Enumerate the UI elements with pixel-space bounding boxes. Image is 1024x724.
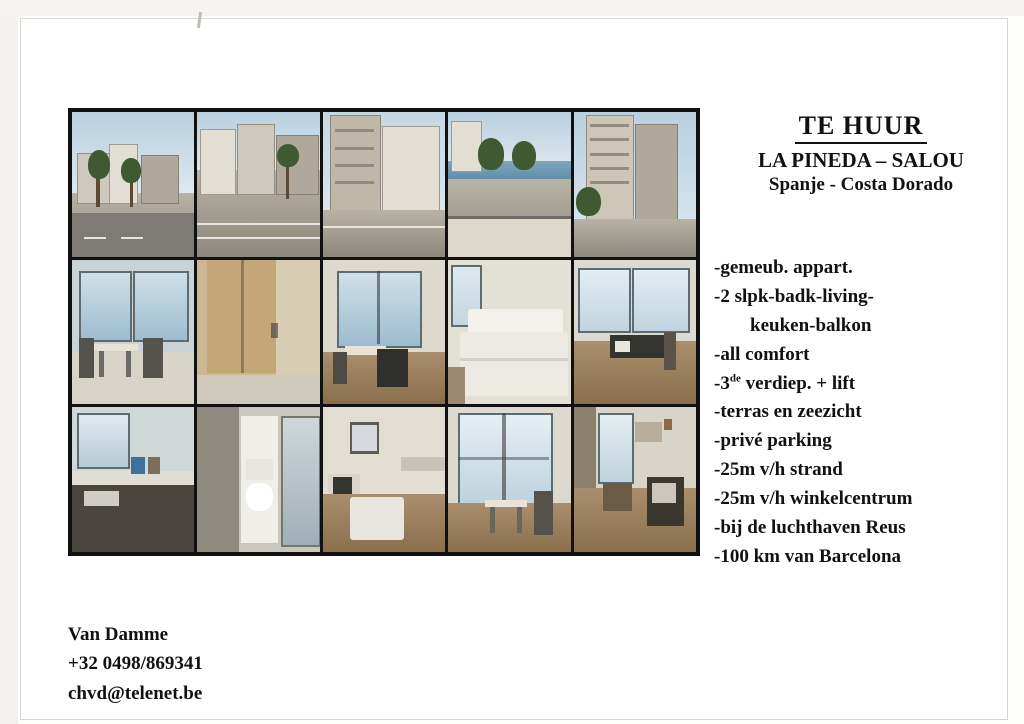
photo-promenade-apartments — [197, 112, 319, 257]
contact-name: Van Damme — [68, 624, 169, 645]
ad-heading — [716, 112, 1006, 196]
feature-item-rooms: -2 slpk-badk-living- — [714, 285, 874, 307]
feature-item-beach: -25m v/h strand — [714, 459, 843, 481]
ad-region: Spanje - Costa Dorado — [768, 173, 954, 195]
photo-balcony-with-table-and-chairs — [72, 260, 194, 405]
photo-terrace-doors-with-table — [448, 407, 570, 552]
feature-floor-pre: -3 — [714, 372, 730, 394]
photo-seafront-walkway — [448, 112, 570, 257]
scan-edge-top — [0, 0, 1024, 16]
feature-item-floor — [714, 370, 1014, 399]
photo-tall-residential-tower — [574, 112, 696, 257]
scan-edge-left — [0, 0, 18, 724]
feature-item-rooms-cont: keuken-balkon — [750, 314, 872, 336]
photo-bedroom-with-double-bed — [448, 260, 570, 405]
feature-item-parking: -privé parking — [714, 430, 832, 452]
contact-email: chvd@telenet.be — [68, 682, 203, 704]
photo-living-room-with-sofa — [323, 407, 445, 552]
photo-dining-area-interior — [574, 260, 696, 405]
feature-floor-post: verdiep. + lift — [740, 372, 856, 394]
feature-item-terrace: -terras en zeezicht — [714, 401, 862, 423]
photo-kitchen-worktop — [72, 407, 194, 552]
photo-bathroom-with-toilet-and-shower — [197, 407, 319, 552]
feature-item-shopping: -25m v/h winkelcentrum — [714, 488, 913, 509]
photo-apartment-block-exterior — [323, 112, 445, 257]
feature-floor-sup: de — [729, 372, 741, 385]
feature-item-barcelona: -100 km van Barcelona — [714, 545, 902, 567]
feature-list — [714, 254, 1014, 572]
feature-item-comfort: -all comfort — [714, 343, 810, 365]
contact-phone: +32 0498/869341 — [68, 653, 203, 675]
ad-location: LA PINEDA – SALOU — [758, 147, 964, 172]
contact-block — [68, 620, 203, 708]
feature-item-airport: -bij de luchthaven Reus — [714, 516, 906, 538]
feature-item-furnished: -gemeub. appart. — [714, 257, 853, 278]
photo-living-room-window — [323, 260, 445, 405]
photo-street-with-palm-trees — [72, 112, 194, 257]
photo-collage — [68, 108, 700, 556]
photo-wooden-wardrobe-corner — [197, 260, 319, 405]
ad-title: TE HUUR — [795, 112, 928, 144]
photo-hallway-to-kitchen — [574, 407, 696, 552]
